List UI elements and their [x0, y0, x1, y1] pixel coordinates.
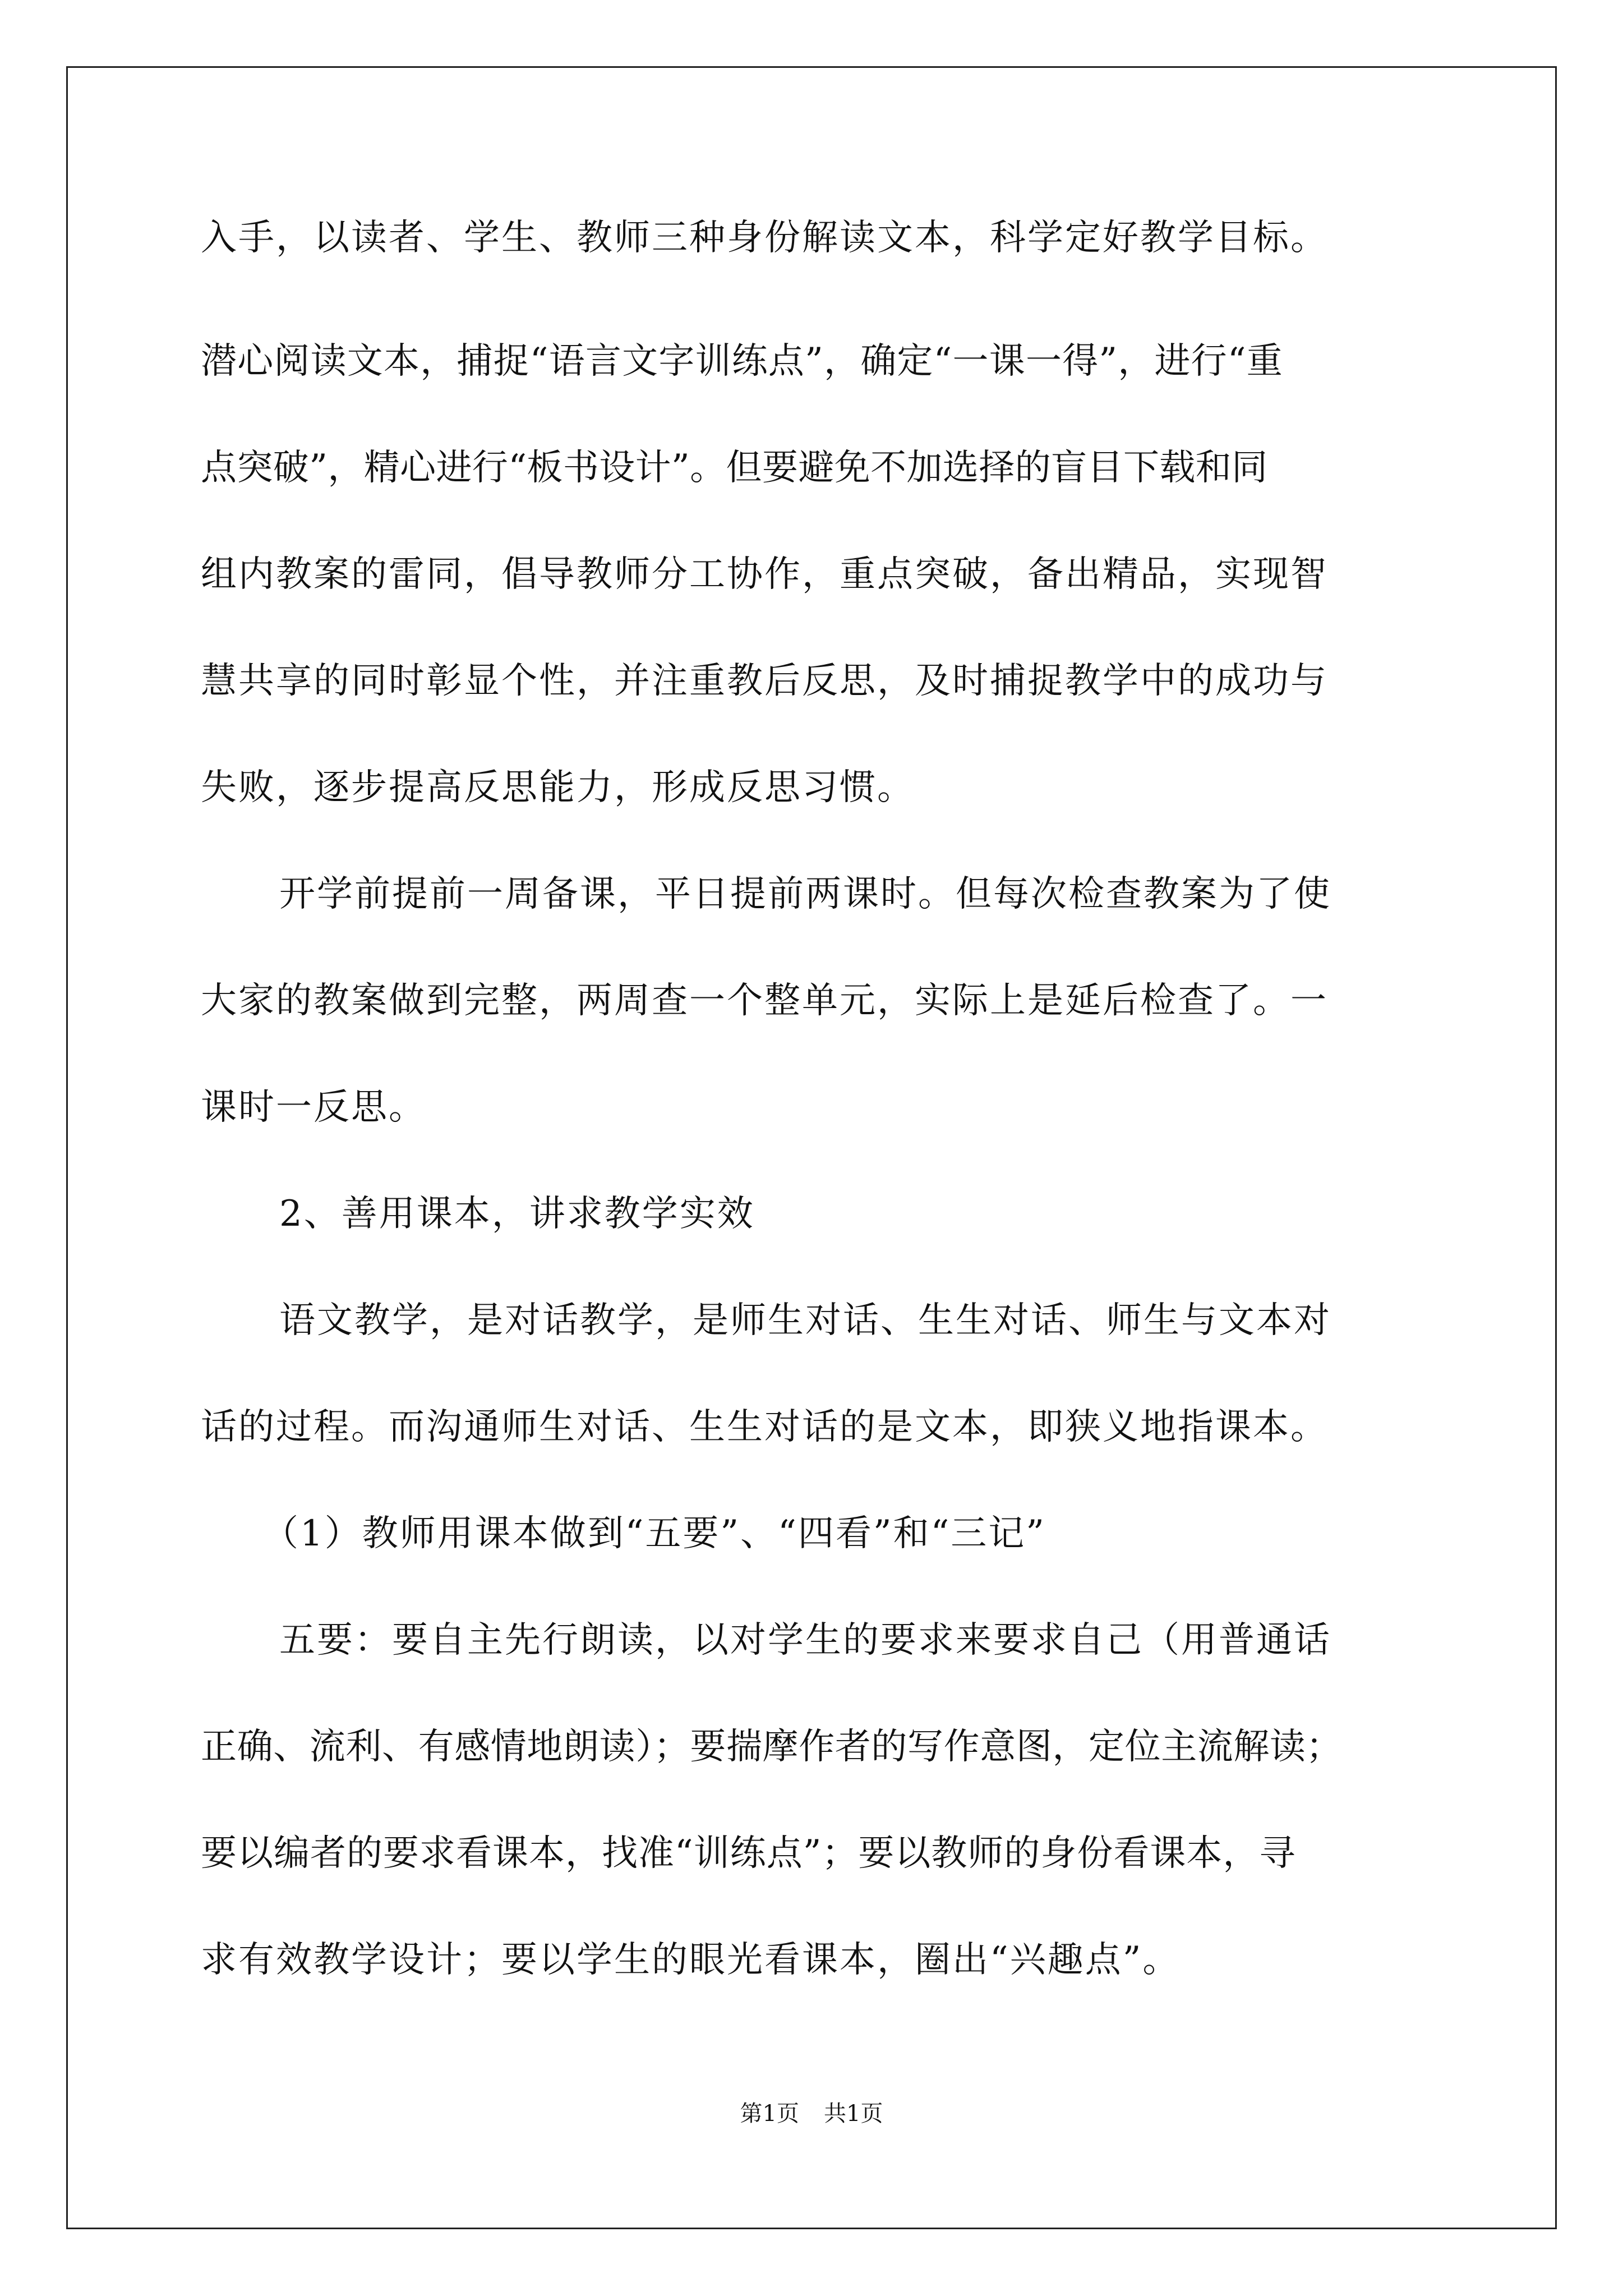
page-total: 共1页 — [824, 2101, 883, 2127]
page-number: 第1页 — [740, 2101, 799, 2127]
text-line: 组内教案的雷同，倡导教师分工协作，重点突破，备出精品，实现智 — [201, 554, 1328, 595]
text-line: 正确、流利、有感情地朗读）；要揣摩作者的写作意图，定位主流解读； — [201, 1726, 1343, 1768]
page-border — [66, 66, 1557, 2229]
text-line: 大家的教案做到完整，两周查一个整单元，实际上是延后检查了。一 — [201, 980, 1328, 1022]
text-line: 入手，以读者、学生、教师三种身份解读文本，科学定好教学目标。 — [201, 217, 1328, 259]
page-footer — [0, 2098, 1623, 2129]
text-line: 课时一反思。 — [201, 1087, 426, 1128]
text-line: 求有效教学设计；要以学生的眼光看课本，圈出“兴趣点”。 — [201, 1939, 1181, 1981]
text-line: 语文教学，是对话教学，是师生对话、生生对话、师生与文本对 — [279, 1300, 1331, 1341]
text-line: 点突破”，精心进行“板书设计”。但要避免不加选择的盲目下载和同 — [201, 447, 1268, 489]
text-line: 要以编者的要求看课本，找准“训练点”；要以教师的身份看课本，寻 — [201, 1833, 1296, 1874]
section-heading: 2、善用课本，讲求教学实效 — [279, 1193, 755, 1235]
subsection-heading: （1）教师用课本做到“五要”、“四看”和“三记” — [262, 1513, 1046, 1554]
text-line: 话的过程。而沟通师生对话、生生对话的是文本，即狭义地指课本。 — [201, 1406, 1328, 1448]
text-line: 失败，逐步提高反思能力，形成反思习惯。 — [201, 767, 915, 808]
text-line: 开学前提前一周备课，平日提前两课时。但每次检查教案为了使 — [279, 873, 1331, 915]
text-line: 五要：要自主先行朗读，以对学生的要求来要求自己（用普通话 — [279, 1619, 1331, 1661]
text-line: 慧共享的同时彰显个性，并注重教后反思，及时捕捉教学中的成功与 — [201, 660, 1328, 702]
text-line: 潜心阅读文本，捕捉“语言文字训练点”，确定“一课一得”，进行“重 — [201, 341, 1283, 382]
